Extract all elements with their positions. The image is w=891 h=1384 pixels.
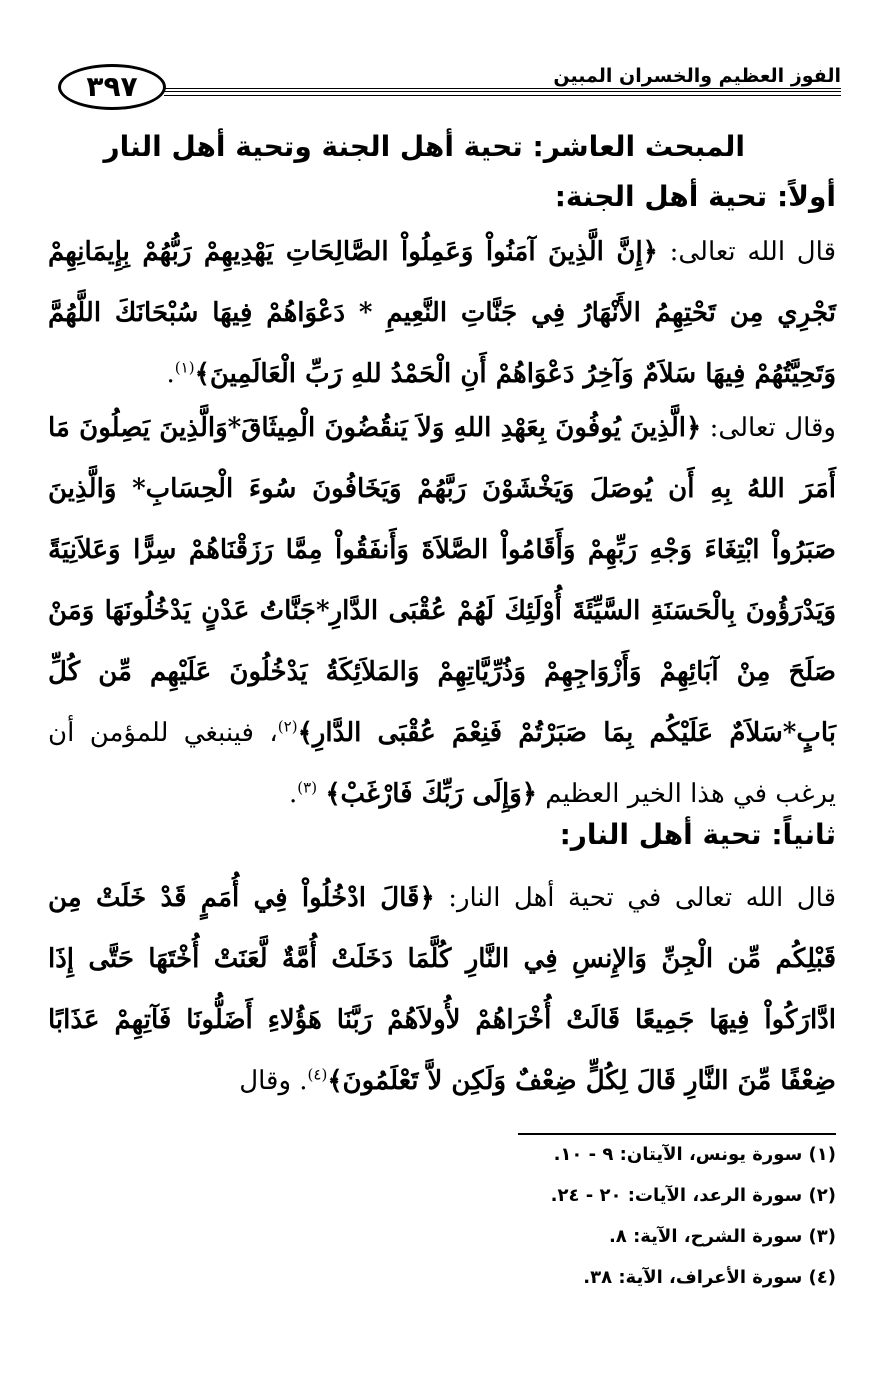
footnotes-list xyxy=(436,1140,836,1304)
book-title: الفوز العظيم والخسران المبين xyxy=(553,65,841,87)
part1-title: أولاً: تحية أهل الجنة: xyxy=(554,180,836,213)
footnote-item: (٣) سورة الشرح، الآية: ٨. xyxy=(608,1226,836,1247)
paragraph-3 xyxy=(48,868,836,1112)
footnote-ref[interactable]: (١) xyxy=(174,358,195,377)
page-number: ٣٩٧ xyxy=(58,64,166,110)
quran-verse: ﴿قَالَ ادْخُلُواْ فِي أُمَمٍ قَدْ خَلَتْ مِن قَبْلِكُم مِّن الْجِنِّ وَالإِنسِ فِي النَّارِ كُلَّمَا دَخَلَتْ أُمَّةٌ لَّعَنَتْ أُخْتَهَا حَتَّى إِذَا ادَّارَكُواْ فِيهَا جَمِيعًا قَالَتْ أُخْرَاهُمْ لأُولاَهُمْ رَبَّنَا هَؤُلاءِ أَضَلُّونَا فَآتِهِمْ عَذَابًا ضِعْفًا مِّنَ النَّارِ قَالَ لِكُلٍّ ضِعْفٌ وَلَكِن لاَّ تَعْلَمُونَ﴾ xyxy=(48,883,836,1096)
footnote-ref[interactable]: (٣) xyxy=(297,778,318,797)
paragraph-1 xyxy=(48,222,836,405)
footnote-divider xyxy=(518,1133,836,1135)
footnote-item: (٤) سورة الأعراف، الآية: ٣٨. xyxy=(583,1267,836,1288)
paragraph-tail: . وقال xyxy=(239,1066,308,1096)
paragraph-intro: قال الله تعالى: xyxy=(657,237,837,267)
header-rule xyxy=(164,88,841,92)
section-title: المبحث العاشر: تحية أهل الجنة وتحية أهل النار xyxy=(103,130,745,163)
paragraph-tail: . xyxy=(289,779,298,809)
page-header xyxy=(58,58,841,116)
paragraph-tail: . xyxy=(166,359,175,389)
paragraph-text: ، فينبغي للمؤمن أن يرغب في هذا الخير العظيم xyxy=(48,718,836,809)
header-rule-thin xyxy=(164,95,841,96)
paragraph-intro: قال الله تعالى في تحية أهل النار: xyxy=(434,883,836,913)
quran-verse: ﴿الَّذِينَ يُوفُونَ بِعَهْدِ اللهِ وَلاَ يَنقُضُونَ الْمِيثَاقَ*وَالَّذِينَ يَصِلُونَ مَا أَمَرَ اللهُ بِهِ أَن يُوصَلَ وَيَخْشَوْنَ رَبَّهُمْ وَيَخَافُونَ سُوءَ الْحِسَابِ* وَالَّذِينَ صَبَرُواْ ابْتِغَاءَ وَجْهِ رَبِّهِمْ وَأَقَامُواْ الصَّلاَةَ وَأَنفَقُواْ مِمَّا رَزَقْنَاهُمْ سِرًّا وَعَلاَنِيَةً وَيَدْرَؤُونَ بِالْحَسَنَةِ السَّيِّئَةَ أُوْلَئِكَ لَهُمْ عُقْبَى الدَّارِ*جَنَّاتُ عَدْنٍ يَدْخُلُونَهَا وَمَنْ صَلَحَ مِنْ آبَائِهِمْ وَأَزْوَاجِهِمْ وَذُرِّيَّاتِهِمْ وَالمَلاَئِكَةُ يَدْخُلُونَ عَلَيْهِم مِّن كُلِّ بَابٍ*سَلاَمٌ عَلَيْكُم بِمَا صَبَرْتُمْ فَنِعْمَ عُقْبَى الدَّارِ﴾ xyxy=(48,413,836,748)
footnote-ref[interactable]: (٢) xyxy=(277,717,298,736)
footnote-item: (١) سورة يونس، الآيتان: ٩ - ١٠. xyxy=(553,1144,836,1165)
quran-verse: ﴿وَإِلَى رَبِّكَ فَارْغَبْ﴾ xyxy=(325,779,537,809)
paragraph-intro: وقال تعالى: xyxy=(701,413,836,443)
footnote-item: (٢) سورة الرعد، الآيات: ٢٠ - ٢٤. xyxy=(550,1185,836,1206)
part2-title: ثانياً: تحية أهل النار: xyxy=(559,818,836,851)
quran-verse: ﴿إِنَّ الَّذِينَ آمَنُواْ وَعَمِلُواْ الصَّالِحَاتِ يَهْدِيهِمْ رَبُّهُمْ بِإِيمَانِهِمْ تَجْرِي مِن تَحْتِهِمُ الأَنْهَارُ فِي جَنَّاتِ النَّعِيمِ * دَعْوَاهُمْ فِيهَا سُبْحَانَكَ اللَّهُمَّ وَتَحِيَّتُهُمْ فِيهَا سَلاَمٌ وَآخِرُ دَعْوَاهُمْ أَنِ الْحَمْدُ للهِ رَبِّ الْعَالَمِينَ﴾ xyxy=(48,237,836,389)
footnote-ref[interactable]: (٤) xyxy=(307,1065,328,1084)
paragraph-2 xyxy=(48,398,836,825)
